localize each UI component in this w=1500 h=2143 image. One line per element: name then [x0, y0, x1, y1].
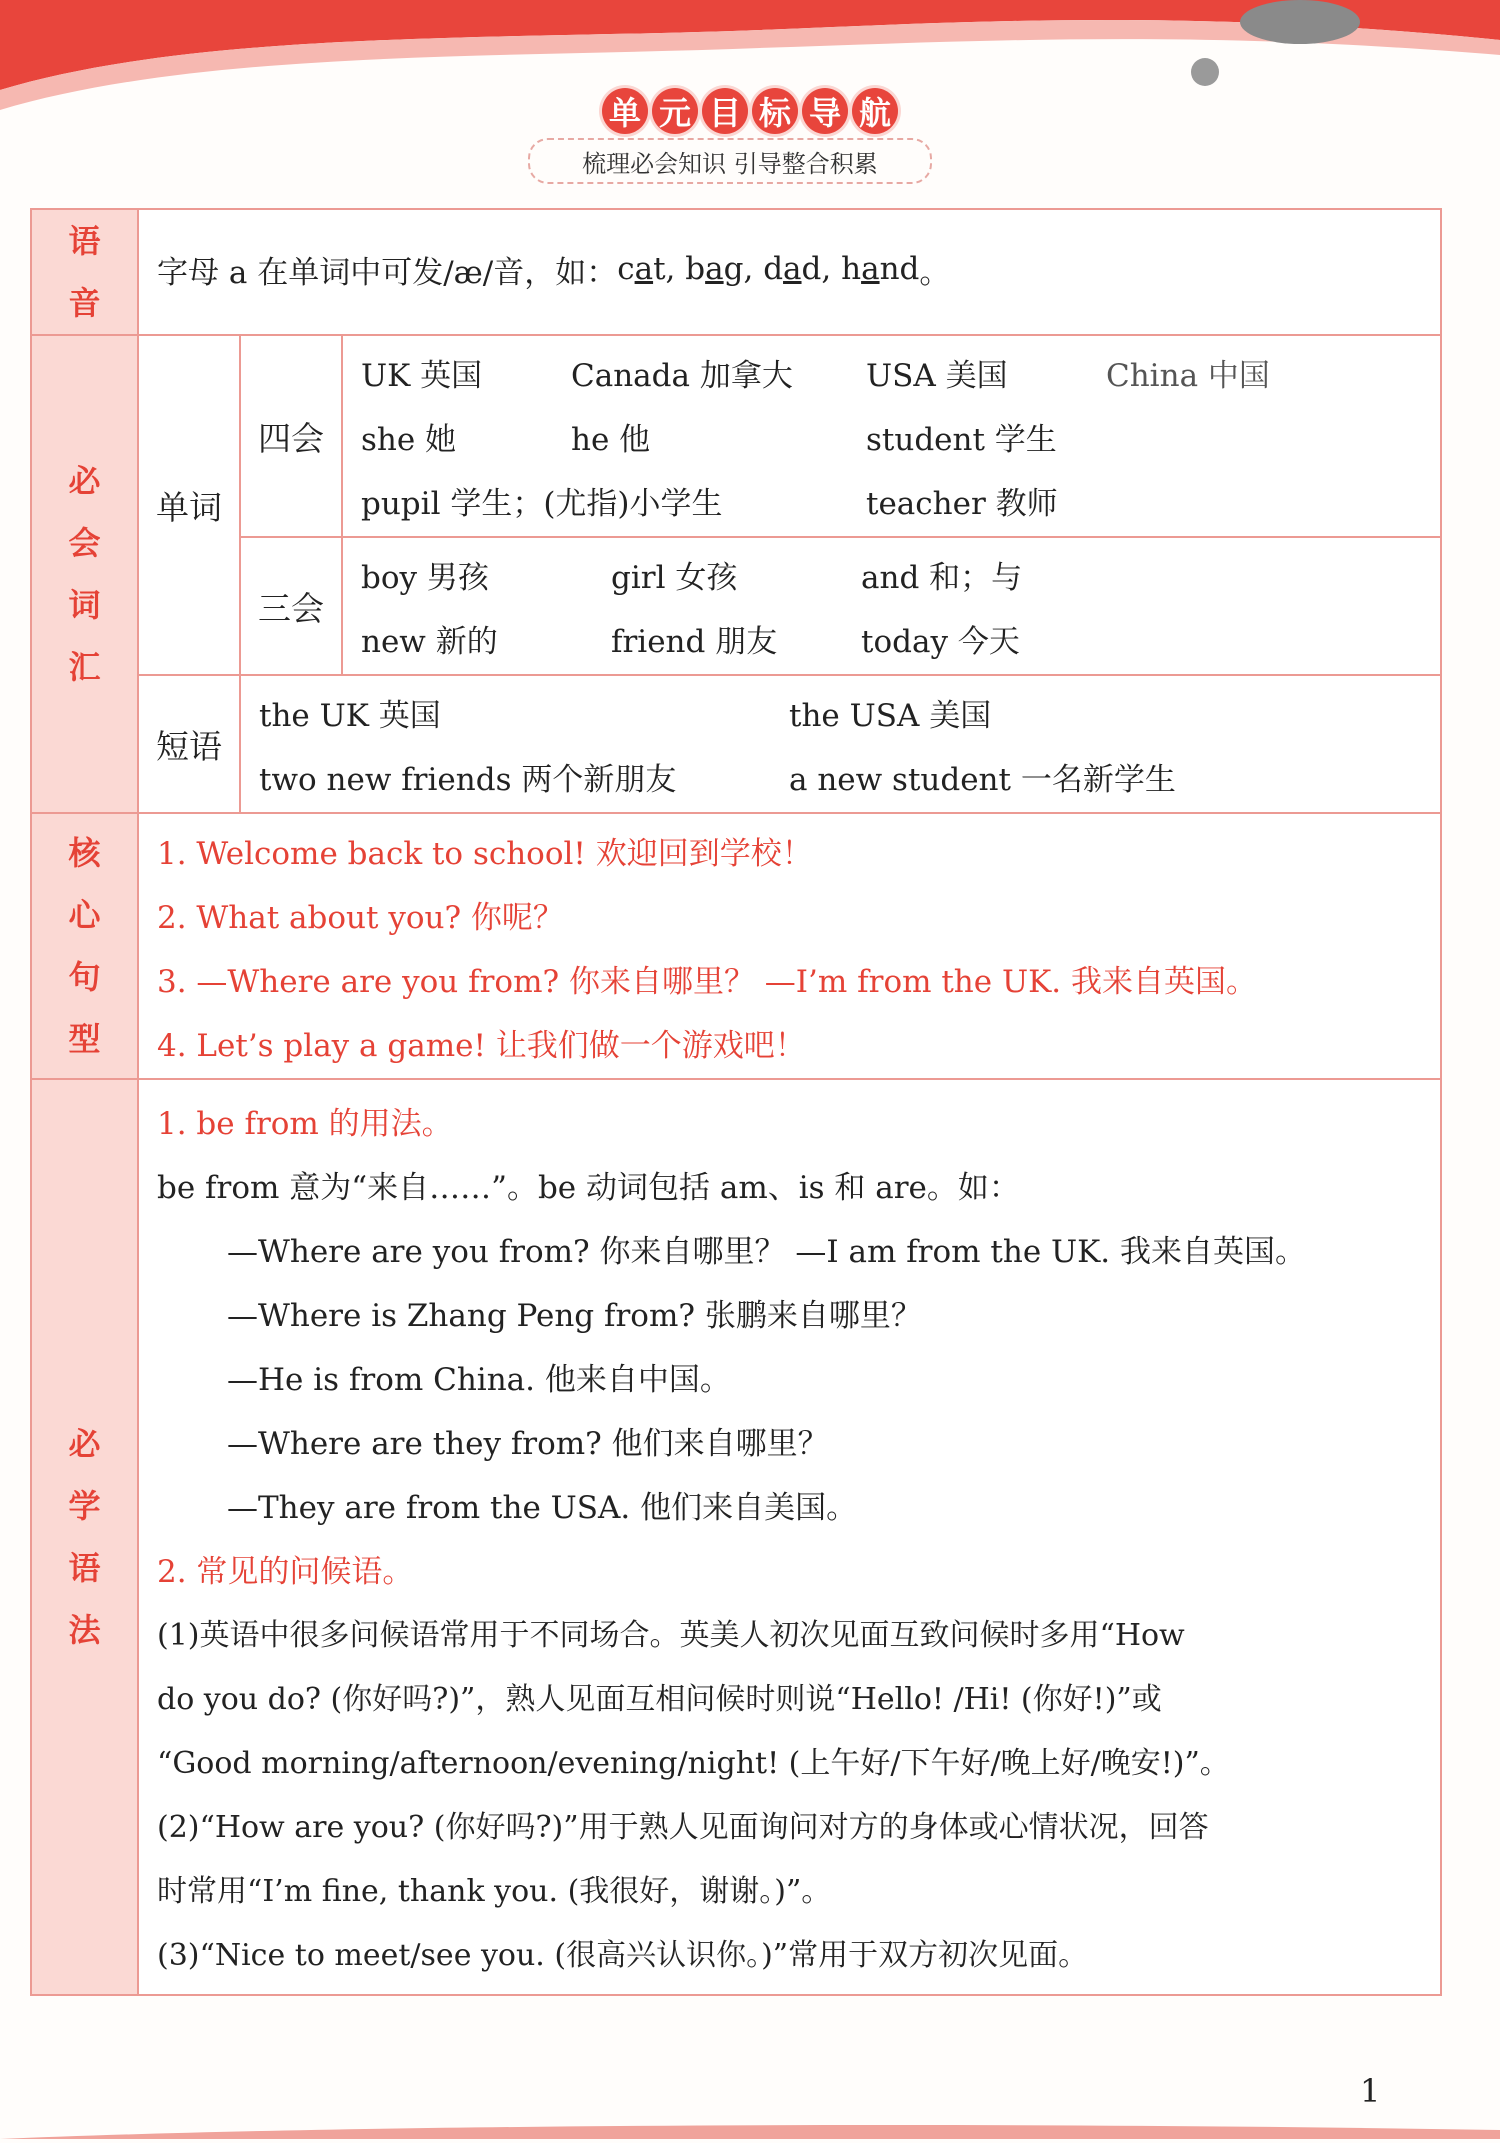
sentences-list [139, 814, 1440, 1078]
three-skills-label: 三会 [241, 538, 343, 674]
word-hand: hand [841, 251, 920, 287]
phonics-prefix: 字母 a 在单词中可发/æ/音，如： [157, 254, 618, 291]
vocab-word [1106, 404, 1356, 468]
words-section [139, 336, 1440, 674]
sentences-row [32, 812, 1440, 1078]
words-subsections [241, 336, 1440, 674]
footer-decoration [0, 2120, 1500, 2139]
label-char: 法 [68, 1611, 101, 1649]
grammar-paragraph: “Good morning/afternoon/evening/night! (上午好/下午好/晚上好/晚安!)”。 [157, 1746, 1230, 1781]
vocab-word: and 和；与 [861, 559, 1023, 596]
phonics-suffix: 。 [919, 254, 951, 291]
phrases-list [241, 676, 1299, 812]
three-skills-words [343, 538, 1171, 674]
sentence-item: 3. —Where are you from? 你来自哪里？ —I’m from the UK. 我来自英国。 [157, 963, 1257, 1000]
sentence-item: 1. Welcome back to school! 欢迎回到学校！ [157, 835, 813, 872]
grammar-heading: 2. 常见的问候语。 [157, 1553, 414, 1590]
phrases-section [139, 674, 1440, 812]
phrase: two new friends 两个新朋友 [259, 761, 677, 798]
word-dad: dad [763, 251, 822, 287]
grammar-paragraph: do you do? (你好吗?)”，熟人见面互相问候时则说“Hello! /Hi! (你好!)”或 [157, 1682, 1162, 1717]
label-char: 词 [68, 586, 101, 624]
grammar-example: —Where are they from? 他们来自哪里？ [227, 1425, 829, 1462]
page-number: 1 [1360, 2072, 1381, 2110]
vocab-body [139, 336, 1440, 812]
sentence-item: 4. Let’s play a game! 让我们做一个游戏吧！ [157, 1027, 806, 1064]
words-label: 单词 [139, 336, 241, 674]
label-char: 语 [68, 222, 101, 260]
vocab-word: USA 美国 [866, 357, 1008, 394]
label-char: 型 [68, 1020, 101, 1058]
word-cat: cat [617, 251, 666, 287]
label-char: 语 [68, 1549, 101, 1587]
underlined-a: a [861, 251, 880, 287]
vocab-word [1106, 468, 1356, 532]
underlined-a: a [705, 251, 724, 287]
vocab-word: she 她 [361, 421, 457, 458]
grammar-example: —Where is Zhang Peng from? 张鹏来自哪里？ [227, 1297, 922, 1334]
grammar-example: —They are from the USA. 他们来自美国。 [227, 1489, 858, 1526]
grammar-heading: 1. be from 的用法。 [157, 1105, 453, 1142]
vocab-word: today 今天 [861, 623, 1020, 660]
vocab-word: Canada 加拿大 [571, 357, 793, 394]
label-char: 心 [68, 896, 101, 934]
vocab-word: girl 女孩 [611, 559, 738, 596]
label-char: 必 [68, 462, 101, 500]
label-char: 汇 [68, 648, 101, 686]
unit-title [0, 88, 1500, 134]
grammar-paragraph: (3)“Nice to meet/see you. (很高兴认识你。)”常用于双方初次见面。 [157, 1938, 1089, 1973]
label-char: 会 [68, 524, 101, 562]
word-bag: bag [685, 251, 744, 287]
grammar-paragraph: (1)英语中很多问候语常用于不同场合。英美人初次见面互致问候时多用“How [157, 1618, 1185, 1653]
title-char: 标 [752, 88, 798, 134]
title-char: 目 [702, 88, 748, 134]
label-char: 句 [68, 958, 101, 996]
unit-subtitle: 梳理必会知识 引导整合积累 [528, 138, 932, 184]
vocab-row [32, 334, 1440, 812]
phonics-row [32, 210, 1440, 334]
vocab-label [32, 336, 139, 812]
grammar-paragraph: (2)“How are you? (你好吗?)”用于熟人见面询问对方的身体或心情状况，回答 [157, 1810, 1209, 1845]
vocab-word: China 中国 [1106, 357, 1270, 394]
label-char: 必 [68, 1425, 101, 1463]
grammar-example: —He is from China. 他来自中国。 [227, 1361, 731, 1398]
title-char: 航 [852, 88, 898, 134]
grammar-example: —Where are you from? 你来自哪里？ —I am from the UK. 我来自英国。 [227, 1233, 1307, 1270]
phonics-label [32, 210, 139, 334]
vocab-word: friend 朋友 [611, 623, 778, 660]
vocab-word: he 他 [571, 421, 651, 458]
four-skills-label: 四会 [241, 336, 343, 536]
vocab-word: student 学生 [866, 421, 1057, 458]
vocab-word: UK 英国 [361, 357, 483, 394]
four-skills-section [241, 336, 1440, 536]
grammar-row [32, 1078, 1440, 1994]
title-char: 单 [602, 88, 648, 134]
underlined-a: a [634, 251, 654, 287]
vocab-word: pupil 学生；(尤指)小学生 [361, 485, 723, 522]
title-char: 导 [802, 88, 848, 134]
label-char: 学 [68, 1487, 101, 1525]
label-char: 核 [68, 834, 101, 872]
summary-table [30, 208, 1442, 1996]
underlined-a: a [783, 251, 802, 287]
vocab-word: new 新的 [361, 623, 498, 660]
vocab-word: teacher 教师 [866, 485, 1058, 522]
phonics-text: 字母 a 在单词中可发/æ/音，如： cat , bag , dad , hand 。 [139, 210, 1440, 328]
phrase: the UK 英国 [259, 697, 441, 734]
phrase: the USA 美国 [789, 697, 992, 734]
label-char: 音 [68, 284, 101, 322]
sentences-label [32, 814, 139, 1078]
title-char: 元 [652, 88, 698, 134]
three-skills-section [241, 536, 1440, 674]
sentence-item: 2. What about you? 你呢？ [157, 899, 564, 936]
phrases-label: 短语 [139, 676, 241, 812]
grammar-paragraph: be from 意为“来自……”。be 动词包括 am、is 和 are。如： [157, 1169, 1020, 1206]
phrase: a new student 一名新学生 [789, 761, 1176, 798]
grammar-label [32, 1080, 139, 1994]
vocab-word: boy 男孩 [361, 559, 489, 596]
grammar-body [139, 1080, 1440, 1994]
grammar-paragraph: 时常用“I’m fine, thank you. (我很好，谢谢。)”。 [157, 1874, 832, 1909]
four-skills-words [343, 336, 1366, 536]
